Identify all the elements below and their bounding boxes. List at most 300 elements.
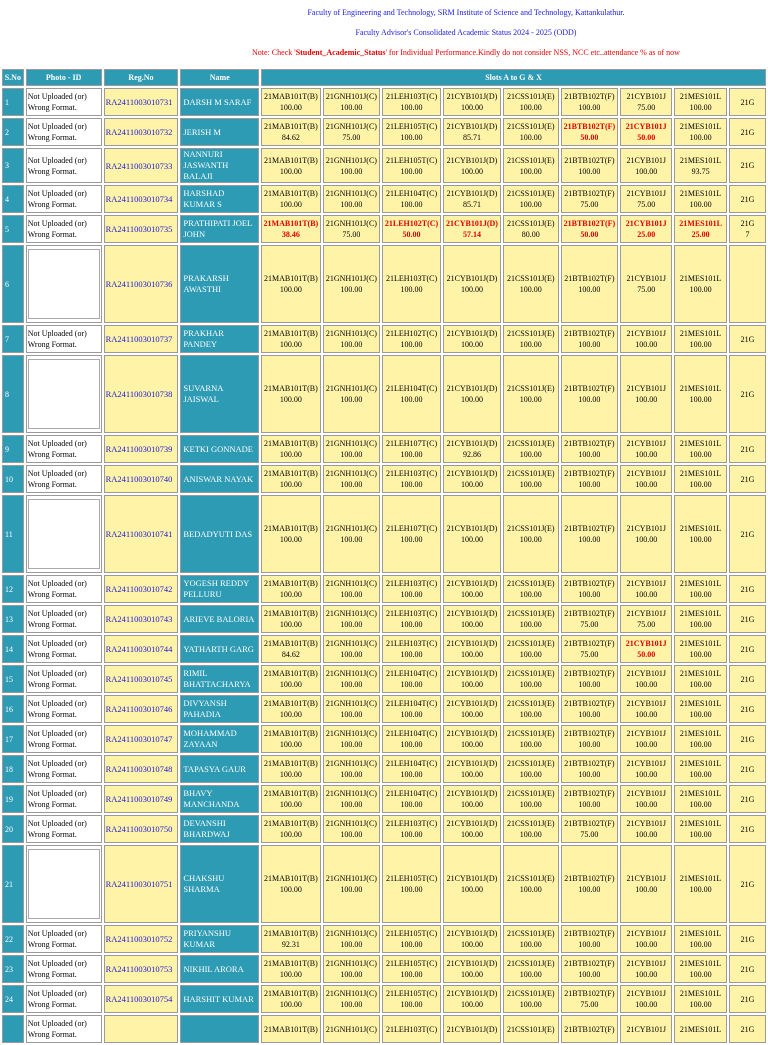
photo-missing-text: Not Uploaded (or) Wrong Format. [26,88,102,116]
attendance-percent: 57.14 [462,230,481,239]
serial-number: 1 [2,88,24,116]
slot-cell [323,185,381,213]
attendance-percent: 100.00 [519,535,542,544]
serial-number: 13 [2,605,24,633]
attendance-percent: 100.00 [689,830,712,839]
reg-number-link[interactable]: RA2411003010737 [104,325,179,353]
slot-cell [729,435,766,463]
course-code: 21CSS101J(E) [506,699,555,708]
slot-cell [382,185,441,213]
attendance-percent: 100.00 [578,535,601,544]
course-code: 21MES101L [679,929,722,938]
photo-missing-text: Not Uploaded (or) Wrong Format. [26,148,102,183]
serial-number: 17 [2,725,24,753]
course-code: 21G [740,97,755,107]
slot-cell [323,325,381,353]
slot-cell [503,815,559,843]
course-code: 21G [740,674,755,684]
course-code: 21MES101L [679,729,722,738]
course-code: 21MAB101T(B) [264,959,318,968]
reg-number-link[interactable] [104,1015,179,1043]
student-name: NANNURI JASWANTH BALAJI [180,148,259,183]
course-code: 21LEH103T(C) [386,639,438,648]
slot-cell [620,605,672,633]
slot-cell [261,495,321,573]
slot-cell [323,635,381,663]
photo-missing-text: Not Uploaded (or) Wrong Format. [26,465,102,493]
attendance-percent: 100.00 [279,450,302,459]
attendance-percent: 100.00 [578,166,601,176]
attendance-percent: 50.00 [402,230,421,239]
slot-cell [729,605,766,633]
serial-number: 8 [2,355,24,433]
attendance-percent: 100.00 [340,590,363,599]
reg-number-link[interactable]: RA2411003010748 [104,755,179,783]
course-code: 21CYB101J(D) [446,579,498,588]
slot-cell [323,355,381,433]
photo-missing-text: Not Uploaded (or) Wrong Format. [26,665,102,693]
course-code: 21CSS101J(E) [506,789,555,798]
course-code: 21LEH103T(C) [386,579,438,588]
attendance-percent: 100.00 [400,740,423,749]
slot-cell [261,815,321,843]
photo-missing-text: Not Uploaded (or) Wrong Format. [26,725,102,753]
reg-number-link[interactable]: RA2411003010740 [104,465,179,493]
attendance-percent: 100.00 [635,800,658,809]
table-row [2,355,766,433]
slot-cell [620,88,672,116]
slot-cell [561,695,619,723]
course-code: 21GNH101J(C) [325,524,377,533]
course-code: 21MES101L [679,219,722,228]
course-code: 21LEH104T(C) [386,729,438,738]
reg-number-link[interactable]: RA2411003010754 [104,985,179,1013]
serial-number [2,1015,24,1043]
course-code: 21CSS101J(E) [506,729,555,738]
course-code: 21G [740,934,755,944]
attendance-percent: 100.00 [400,103,423,112]
reg-number-link[interactable]: RA2411003010731 [104,88,179,116]
slot-cell [729,88,766,116]
table-row [2,665,766,693]
slot-cell [323,88,381,116]
course-code: 21MES101L [679,469,722,478]
attendance-percent: 75.00 [342,133,361,142]
slot-cell [503,435,559,463]
photo-missing-text: Not Uploaded (or) Wrong Format. [26,815,102,843]
attendance-percent: 100.00 [519,133,542,142]
course-code: 21GNH101J(C) [325,699,377,708]
course-code: 21MES101L [679,989,722,998]
slot-cell [729,148,766,183]
slot-cell [729,725,766,753]
slot-cell [674,465,727,493]
reg-number-link[interactable]: RA2411003010738 [104,355,179,433]
slot-cell [561,665,619,693]
student-name: DARSH M SARAF [180,88,259,116]
table-row [2,635,766,663]
course-code: 21G [740,584,755,594]
course-code: 21CYB101J [625,219,667,228]
course-code: 21LEH104T(C) [386,384,438,393]
student-photo [26,245,102,323]
slot-cell [443,955,501,983]
table-row [2,985,766,1013]
slot-cell [620,755,672,783]
slot-cell [323,118,381,146]
serial-number: 15 [2,665,24,693]
attendance-percent: 50.00 [580,230,599,239]
slot-cell [674,245,727,323]
course-code: 21MES101L [679,699,722,708]
course-code: 21G [740,704,755,714]
slot-cell [729,575,766,603]
course-code: 21CYB101J(D) [446,92,498,101]
course-code: 21LEH104T(C) [386,699,438,708]
slot-cell [674,755,727,783]
slot-cell [561,88,619,116]
course-code: 21MES101L [679,155,722,165]
course-code: 21LEH105T(C) [386,155,438,165]
attendance-percent: 100.00 [340,620,363,629]
slot-cell [261,118,321,146]
serial-number: 9 [2,435,24,463]
slot-cell [261,845,321,923]
course-code: 21CYB101J(D) [445,219,498,228]
attendance-percent: 100.00 [578,340,601,349]
attendance-percent: 100.00 [519,200,542,209]
attendance-percent: 80.00 [521,230,540,239]
attendance-percent: 100.00 [400,166,423,176]
slot-cell [620,985,672,1013]
status-link[interactable]: Student_Academic_Status [295,48,386,57]
course-code: 21BTB102T(F) [564,189,615,198]
slot-cell [261,215,321,243]
serial-number: 16 [2,695,24,723]
slot-cell [561,185,619,213]
reg-number-link[interactable]: RA2411003010744 [104,635,179,663]
attendance-percent: 100.00 [400,800,423,809]
reg-number-link[interactable]: RA2411003010751 [104,845,179,923]
slot-cell [620,495,672,573]
student-name: ANISWAR NAYAK [180,465,259,493]
attendance-percent: 100.00 [519,885,542,894]
slot-cell [443,245,501,323]
attendance-percent: 100.00 [689,650,712,659]
attendance-percent: 100.00 [460,830,483,839]
slot-cell [503,925,559,953]
course-code: 21G [740,334,755,344]
course-code: 21G [740,614,755,624]
reg-number-link[interactable]: RA2411003010753 [104,955,179,983]
attendance-percent: 100.00 [279,340,302,349]
serial-number: 14 [2,635,24,663]
course-code: 21CYB101J [626,989,667,998]
course-code: 21CYB101J(D) [446,274,498,283]
attendance-percent: 100.00 [519,450,542,459]
attendance-percent: 100.00 [460,535,483,544]
student-name: YOGESH REDDY PELLURU [180,575,259,603]
slot-cell [503,725,559,753]
course-code: 21CYB101J [626,1024,667,1034]
attendance-percent: 100.00 [460,395,483,404]
slot-cell [503,148,559,183]
slot-cell [323,495,381,573]
attendance-percent: 84.62 [281,133,300,142]
student-name: PRAKARSH AWASTHI [180,245,259,323]
course-code: 21LEH104T(C) [386,189,438,198]
attendance-percent: 100.00 [400,830,423,839]
attendance-percent: 100.00 [279,620,302,629]
course-code: 21BTB102T(F) [564,155,615,165]
attendance-percent: 100.00 [460,480,483,489]
reg-number-link[interactable]: RA2411003010747 [104,725,179,753]
photo-placeholder [28,499,100,569]
attendance-percent: 100.00 [635,590,658,599]
slot-cell [261,355,321,433]
course-code: 21GNH101J(C) [325,469,377,478]
course-code: 21CYB101J [626,579,667,588]
slot-cell [443,635,501,663]
attendance-percent: 100.00 [460,770,483,779]
course-code: 21CSS101J(E) [506,219,555,228]
course-code: 21CSS101J(E) [506,669,555,678]
attendance-percent: 100.00 [689,590,712,599]
attendance-percent: 50.00 [637,133,656,142]
slot-cell [382,325,441,353]
serial-number: 23 [2,955,24,983]
reg-number-link[interactable]: RA2411003010750 [104,815,179,843]
attendance-percent: 100.00 [689,480,712,489]
reg-number-link[interactable]: RA2411003010742 [104,575,179,603]
photo-missing-text: Not Uploaded (or) Wrong Format. [26,435,102,463]
course-code: 21BTB102T(F) [564,579,615,588]
course-code: 21G [740,1024,755,1034]
attendance-percent: 100.00 [635,830,658,839]
slot-cell [443,325,501,353]
reg-number-link[interactable]: RA2411003010741 [104,495,179,573]
attendance-percent: 100.00 [635,1000,658,1009]
course-code: 21MES101L [679,819,722,828]
table-row [2,118,766,146]
course-code: 21CYB101J [626,959,667,968]
reg-number-link[interactable]: RA2411003010743 [104,605,179,633]
serial-number: 10 [2,465,24,493]
col-slots: Slots A to G & X [261,69,766,86]
table-row [2,325,766,353]
course-code: 21BTB102T(F) [564,699,615,708]
course-code: 21LEH103T(C) [386,819,438,828]
slot-cell [443,88,501,116]
course-code: 21CSS101J(E) [506,384,555,393]
attendance-percent: 100.00 [400,535,423,544]
attendance-percent: 100.00 [340,166,363,176]
attendance-percent: 100.00 [340,340,363,349]
student-name [180,1015,259,1043]
course-code: 21GNH101J(C) [325,384,377,393]
attendance-percent: 100.00 [689,970,712,979]
course-code: 21CSS101J(E) [506,759,555,768]
attendance-percent: 7 [745,230,750,239]
reg-number-link[interactable]: RA2411003010752 [104,925,179,953]
slot-cell [729,118,766,146]
slot-cell [729,955,766,983]
attendance-percent: 92.86 [462,450,481,459]
attendance-percent: 100.00 [689,800,712,809]
course-code: 21MES101L [679,329,722,338]
slot-cell [503,325,559,353]
course-code: 21CYB101J(D) [446,639,498,648]
slot-cell [443,215,501,243]
course-code: 21CYB101J(D) [446,929,498,938]
slot-cell [620,955,672,983]
slot-cell [561,215,619,243]
course-code: 21CSS101J(E) [506,92,555,101]
slot-cell [620,465,672,493]
reg-number-link[interactable]: RA2411003010734 [104,185,179,213]
attendance-percent: 75.00 [580,830,599,839]
course-code: 21MAB101T(B) [264,699,318,708]
photo-missing-text: Not Uploaded (or) Wrong Format. [26,635,102,663]
attendance-percent: 100.00 [400,450,423,459]
attendance-percent: 100.00 [635,885,658,894]
slot-cell [382,815,441,843]
attendance-percent: 100.00 [689,133,712,142]
slot-cell [561,148,619,183]
attendance-percent: 100.00 [340,710,363,719]
slot-cell [443,1015,501,1043]
reg-number-link[interactable]: RA2411003010745 [104,665,179,693]
course-code: 21CYB101J [626,274,667,283]
reg-number-link[interactable]: RA2411003010735 [104,215,179,243]
slot-cell [382,695,441,723]
reg-number-link[interactable]: RA2411003010746 [104,695,179,723]
course-code: 21G [740,389,755,399]
photo-missing-text: Not Uploaded (or) Wrong Format. [26,785,102,813]
slot-cell [503,215,559,243]
attendance-percent: 100.00 [460,1000,483,1009]
course-code: 21G [740,879,755,889]
slot-cell [620,575,672,603]
course-code: 21G [740,127,755,137]
slot-cell [674,185,727,213]
table-row [2,785,766,813]
slot-cell [382,245,441,323]
course-code: 21GNH101J(C) [325,874,377,883]
slot-cell [503,785,559,813]
course-code: 21CYB101J [626,929,667,938]
attendance-percent: 100.00 [340,940,363,949]
attendance-percent: 100.00 [519,940,542,949]
slot-cell [382,495,441,573]
report-title: Faculty Advisor's Consolidated Academic Status 2024 - 2025 (ODD) [355,28,577,37]
course-code: 21BTB102T(F) [564,789,615,798]
table-row [2,465,766,493]
slot-cell [443,465,501,493]
attendance-percent: 100.00 [279,285,302,294]
course-code: 21LEH103T(C) [386,92,438,101]
slot-cell [382,435,441,463]
course-code: 21CYB101J(D) [446,989,498,998]
attendance-percent: 100.00 [519,340,542,349]
course-code: 21CYB101J [626,189,667,198]
serial-number: 4 [2,185,24,213]
reg-number-link[interactable]: RA2411003010739 [104,435,179,463]
slot-cell [382,1015,441,1043]
course-code: 21CSS101J(E) [506,819,555,828]
attendance-percent: 75.00 [580,200,599,209]
course-code: 21CSS101J(E) [506,122,555,131]
slot-cell [443,665,501,693]
reg-number-link[interactable]: RA2411003010749 [104,785,179,813]
course-code: 21CYB101J [625,639,667,648]
slot-cell [620,635,672,663]
status-table-wrapper [0,67,768,1045]
table-body [2,88,766,1043]
attendance-percent: 100.00 [519,710,542,719]
course-code: 21MAB101T(B) [264,669,318,678]
slot-cell [323,695,381,723]
slot-cell [503,355,559,433]
course-code: 21MAB101T(B) [264,274,318,283]
course-code: 21GNH101J(C) [325,819,377,828]
course-code: 21CYB101J(D) [446,959,498,968]
course-code: 21CSS101J(E) [506,439,555,448]
slot-cell [261,985,321,1013]
table-row [2,1015,766,1043]
course-code: 21MAB101T(B) [264,989,318,998]
photo-missing-text: Not Uploaded (or) Wrong Format. [26,215,102,243]
slot-cell [503,635,559,663]
slot-cell [561,925,619,953]
course-code: 21LEH107T(C) [386,439,438,448]
photo-missing-text: Not Uploaded (or) Wrong Format. [26,605,102,633]
course-code: 21MAB101T(B) [264,759,318,768]
slot-cell [620,355,672,433]
slot-cell [674,815,727,843]
photo-missing-text: Not Uploaded (or) Wrong Format. [26,575,102,603]
attendance-percent: 100.00 [460,340,483,349]
attendance-percent: 100.00 [279,740,302,749]
attendance-percent: 100.00 [279,830,302,839]
course-code: 21CYB101J(D) [446,759,498,768]
slot-cell [674,985,727,1013]
photo-missing-text: Not Uploaded (or) Wrong Format. [26,985,102,1013]
course-code: 21MES101L [679,92,722,101]
slot-cell [261,245,321,323]
slot-cell [503,1015,559,1043]
slot-cell [729,985,766,1013]
course-code: 21LEH105T(C) [386,929,438,938]
attendance-percent: 100.00 [460,103,483,112]
attendance-percent: 100.00 [460,620,483,629]
course-code: 21CYB101J(D) [446,122,498,131]
reg-number-link[interactable]: RA2411003010736 [104,245,179,323]
slot-cell [561,1015,619,1043]
slot-cell [503,985,559,1013]
attendance-percent: 100.00 [340,535,363,544]
attendance-percent: 100.00 [519,285,542,294]
attendance-percent: 100.00 [400,970,423,979]
reg-number-link[interactable]: RA2411003010733 [104,148,179,183]
course-code: 21MAB101T(B) [264,122,318,131]
reg-number-link[interactable]: RA2411003010732 [104,118,179,146]
attendance-percent: 100.00 [400,133,423,142]
attendance-percent: 100.00 [400,680,423,689]
attendance-percent: 100.00 [340,970,363,979]
attendance-percent: 100.00 [340,650,363,659]
course-code: 21BTB102T(F) [564,929,615,938]
